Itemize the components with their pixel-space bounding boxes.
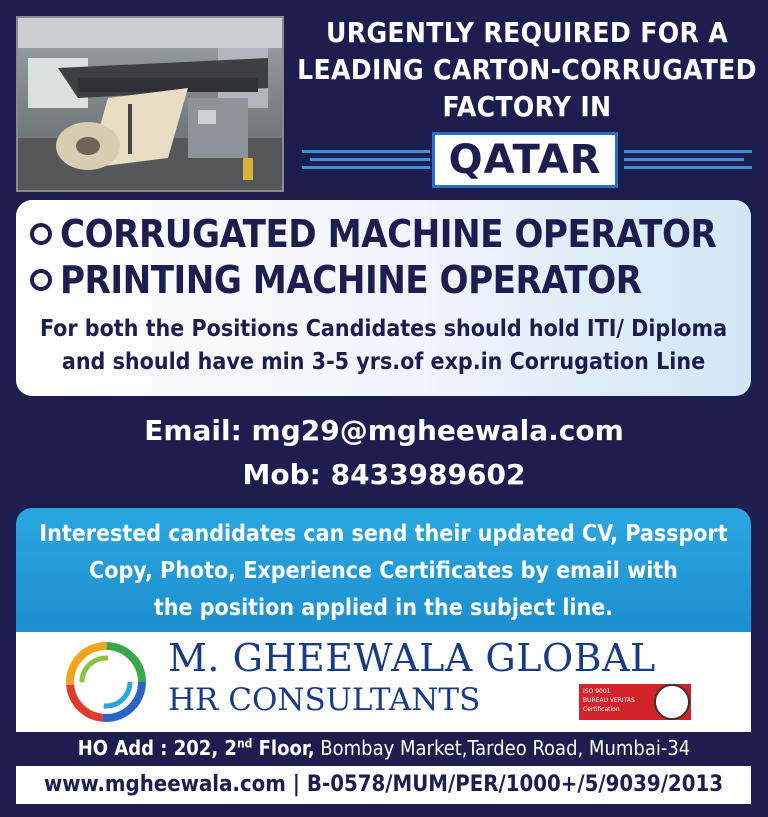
contact-mobile: Mob: 8433989602 (242, 458, 526, 491)
company-logo-icon (64, 640, 148, 724)
requirement-line-1: For both the Positions Candidates should hold ITI/ Diploma (39, 316, 728, 342)
apply-line-1: Interested candidates can send their updated CV, Passport (39, 521, 728, 547)
company-subtitle: HR CONSULTANTS (168, 682, 481, 718)
position-item (30, 212, 716, 256)
factory-photo (16, 16, 284, 192)
apply-text (16, 516, 751, 627)
circle-bullet-icon (30, 223, 52, 245)
apply-line-2: Copy, Photo, Experience Certificates by email with (89, 558, 678, 584)
address-prefix: HO Add : 202, 2 (77, 736, 237, 760)
footer-website-licence: www.mgheewala.com | B-0578/MUM/PER/1000+/5/9039/2013 (16, 766, 751, 804)
company-name: M. GHEEWALA GLOBAL (168, 636, 656, 680)
requirement-text (16, 313, 751, 379)
headline-line-1: URGENTLY REQUIRED FOR A (325, 16, 729, 49)
contact-email: Email: mg29@mgheewala.com (144, 414, 624, 447)
address-rest: Bombay Market,Tardeo Road, Mumbai-34 (314, 736, 691, 760)
circle-bullet-icon (30, 269, 52, 291)
certification-line-1: ISO 9001 (583, 688, 611, 695)
country-badge: QATAR (432, 132, 618, 188)
bureau-veritas-seal-icon (654, 684, 690, 720)
position-title: PRINTING MACHINE OPERATOR (60, 258, 642, 302)
requirement-line-2: and should have min 3-5 yrs.of exp.in Corrugation Line (61, 349, 706, 375)
address-ordinal: nd (236, 736, 253, 751)
head-office-address (0, 736, 768, 760)
address-floor: Floor, (252, 736, 315, 760)
headline-line-3: FACTORY IN (442, 90, 612, 123)
company-panel (16, 632, 751, 732)
certification-line-2: BUREAU VERITAS (583, 697, 635, 704)
headline (292, 14, 762, 125)
position-title: CORRUGATED MACHINE OPERATOR (60, 212, 717, 256)
positions-panel (16, 200, 751, 396)
certification-line-3: Certification (583, 706, 620, 713)
headline-line-2: LEADING CARTON-CORRUGATED (297, 53, 757, 86)
apply-panel (16, 508, 751, 632)
position-item (30, 258, 642, 302)
apply-line-3: the position applied in the subject line. (153, 595, 614, 621)
